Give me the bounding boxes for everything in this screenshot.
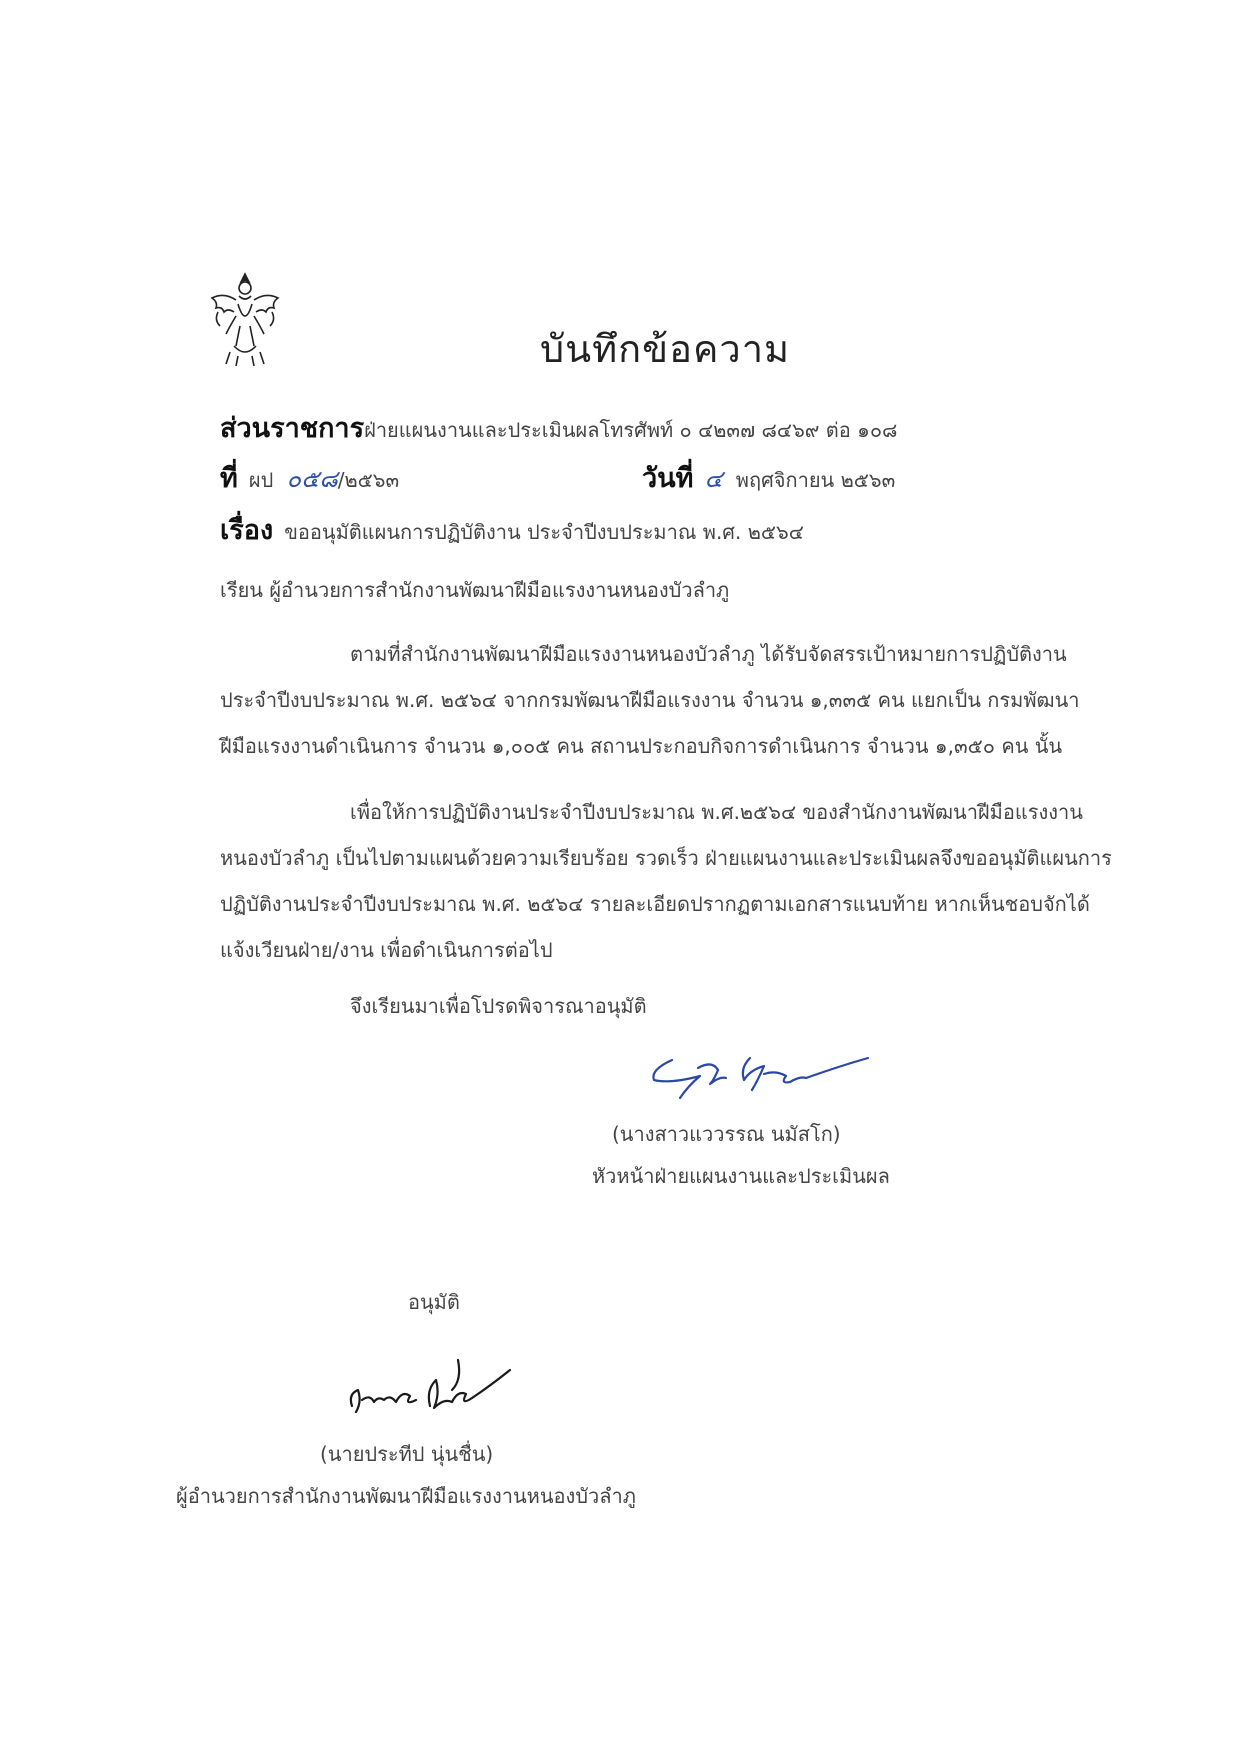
paragraph2-line: เพื่อให้การปฏิบัติงานประจำปีงบประมาณ พ.ศ.๒๕๖๔ ของสำนักงานพัฒนาฝีมือแรงงาน — [350, 800, 1083, 824]
date-rest: พฤศจิกายน ๒๕๖๓ — [735, 468, 896, 492]
reference-prefix: ผป — [248, 468, 274, 492]
reference-number-handwritten: ๐๕๘ — [286, 465, 338, 493]
salutation: เรียน ผู้อำนวยการสำนักงานพัฒนาฝีมือแรงงานหนองบัวลำภู — [220, 578, 730, 602]
paragraph2-line: แจ้งเวียนฝ่าย/งาน เพื่อดำเนินการต่อไป — [220, 938, 553, 962]
reference-row — [220, 456, 399, 499]
paragraph1-line: ประจำปีงบประมาณ พ.ศ. ๒๕๖๔ จากกรมพัฒนาฝีมือแรงงาน จำนวน ๑,๓๓๕ คน แยกเป็น กรมพัฒนา — [220, 688, 1080, 712]
paragraph1-line: ฝีมือแรงงานดำเนินการ จำนวน ๑,๐๐๕ คน สถานประกอบกิจการดำเนินการ จำนวน ๑,๓๕๐ คน นั้น — [220, 734, 1063, 758]
approver-name: (นายประทีป นุ่นชื่น) — [320, 1442, 494, 1466]
garuda-emblem-icon — [206, 268, 284, 368]
agency-value: ฝ่ายแผนงานและประเมินผลโทรศัพท์ ๐ ๔๒๓๗ ๘๔๖๙ ต่อ ๑๐๘ — [364, 418, 898, 442]
subject-row — [220, 508, 804, 551]
reference-suffix: /๒๕๖๓ — [337, 468, 400, 492]
date-row — [642, 456, 895, 499]
agency-row — [220, 406, 897, 449]
signer1-name: (นางสาวแววรรณ นมัสโก) — [612, 1122, 841, 1146]
paragraph2-line: หนองบัวลำภู เป็นไปตามแผนด้วยความเรียบร้อย รวดเร็ว ฝ่ายแผนงานและประเมินผลจึงขออนุมัติแผนการ — [220, 846, 1112, 870]
approver-position: ผู้อำนวยการสำนักงานพัฒนาฝีมือแรงงานหนองบัวลำภู — [176, 1484, 636, 1508]
date-day-handwritten: ๔ — [704, 465, 723, 493]
signer1-position: หัวหน้าฝ่ายแผนงานและประเมินผล — [592, 1164, 890, 1188]
agency-label: ส่วนราชการ — [220, 413, 365, 444]
approval-label: อนุมัติ — [408, 1290, 460, 1314]
subject-value: ขออนุมัติแผนการปฏิบัติงาน ประจำปีงบประมาณ พ.ศ. ๒๕๖๔ — [284, 520, 804, 544]
reference-label: ที่ — [220, 463, 238, 494]
paragraph2-line: ปฏิบัติงานประจำปีงบประมาณ พ.ศ. ๒๕๖๔ รายละเอียดปรากฏตามเอกสารแนบท้าย หากเห็นชอบจักได้ — [220, 892, 1090, 916]
paragraph1-line: ตามที่สำนักงานพัฒนาฝีมือแรงงานหนองบัวลำภู ได้รับจัดสรรเป้าหมายการปฏิบัติงาน — [350, 642, 1067, 666]
date-label: วันที่ — [642, 463, 694, 494]
document-title: บันทึกข้อความ — [540, 327, 791, 371]
signature-icon — [340, 1350, 520, 1430]
closing-line: จึงเรียนมาเพื่อโปรดพิจารณาอนุมัติ — [350, 994, 647, 1018]
subject-label: เรื่อง — [220, 515, 274, 546]
signature-icon — [640, 1040, 880, 1110]
